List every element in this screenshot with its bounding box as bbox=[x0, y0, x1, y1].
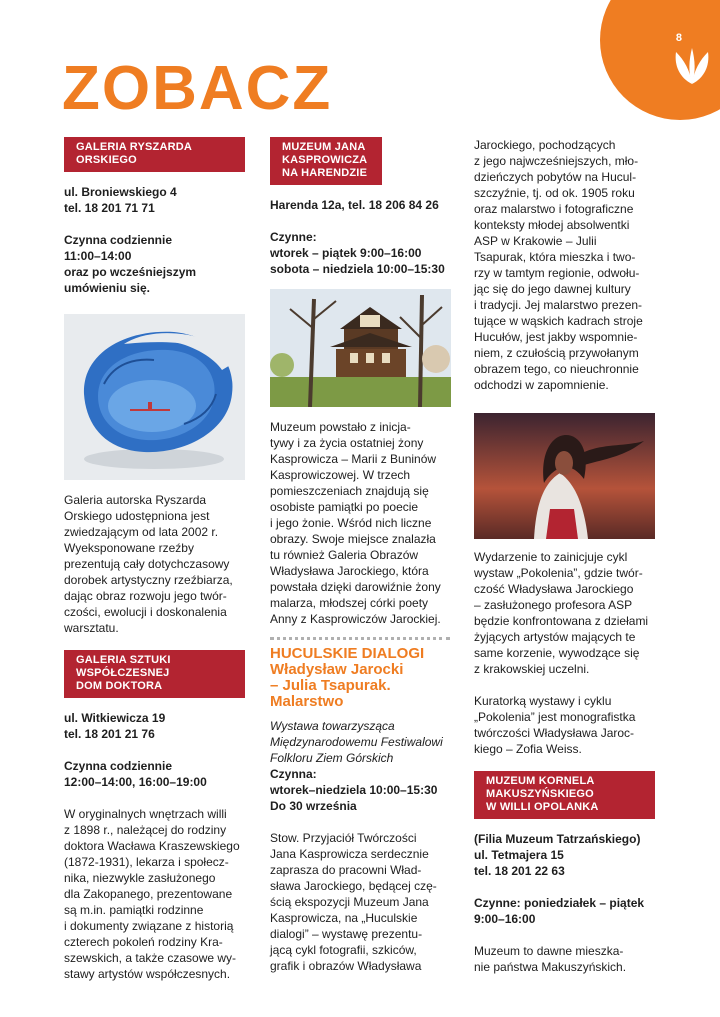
gallery-dom-doktora-header: GALERIA SZTUKI WSPÓŁCZESNEJ DOM DOKTORA bbox=[64, 650, 245, 698]
museum-kasprowicza-address: Harenda 12a, tel. 18 206 84 26 bbox=[270, 198, 439, 212]
dotted-divider bbox=[270, 637, 450, 640]
museum-kasprowicza-description: Muzeum powstało z inicja- tywy i za życia ostatniej żony Kasprowicza – Marii z Buninów Kasprowiczowej. W trzech pomieszczeniach znajdują się osobiste pamiątki po poecie i jego żonie. Wśród nich liczne obrazy. Swoje miejsce znalazła tu również Galeria Obrazów Władysława Jarockiego, która powstała dzięki darowiźnie żony malarza, młodszej córki poety Anny z Kasprowiczów Jarockiej. bbox=[270, 420, 441, 626]
gallery-dom-doktora-description: W oryginalnych wnętrzach willi z 1898 r., należącej do rodziny doktora Wacława Kraszewskiego (1872-1931), lekarza i społecz- nika, niezwykle zasłużonego dla Zakopanego, prezentowane są m.in. pamiątki rodzinne i dokumenty związane z historią czterech pokoleń rodziny Kra- szewskich, a także czasowe wy- stawy artystów współczesnych. bbox=[64, 807, 240, 981]
portrait-image bbox=[474, 413, 655, 539]
gallery-dom-doktora-hours: Czynna codziennie 12:00–14:00, 16:00–19:00 bbox=[64, 759, 207, 789]
column-2 bbox=[270, 137, 456, 974]
museum-makuszynskiego-hours: Czynne: poniedziałek – piątek 9:00–16:00 bbox=[474, 896, 645, 926]
exhibition-series-text: Wydarzenie to zainicjuje cykl wystaw „Pokolenia”, gdzie twór- czość Władysława Jarockiego – zasłużonego profesora ASP będzie konfrontowana z dziełami żyjących artystów mających te same korzenie, wywodzące się z krakowskiej uczelni. bbox=[474, 550, 649, 676]
gallery-orskiego-description: Galeria autorska Ryszarda Orskiego udostępniona jest zwiedzającym od lata 2002 r. Wyeksponowane rzeźby prezentują cały dotychczasowy dorobek artystyczny rzeźbiarza, dając obraz rozwoju jego twór- czości, ewolucji i doskonalenia warsztatu. bbox=[64, 493, 233, 635]
column-3 bbox=[474, 137, 660, 975]
museum-kasprowicza-header: MUZEUM JANA KASPROWICZA NA HARENDZIE bbox=[270, 137, 382, 185]
gallery-orskiego-header: GALERIA RYSZARDA ORSKIEGO bbox=[64, 137, 245, 172]
exhibition-curator-text: Kuratorką wystawy i cyklu „Pokolenia” jest monografistka twórczości Władysława Jaroc- kiego – Zofia Weiss. bbox=[474, 694, 636, 756]
museum-kasprowicza-hours: Czynne: wtorek – piątek 9:00–16:00 sobota – niedziela 10:00–15:30 bbox=[270, 230, 445, 276]
sculpture-image bbox=[64, 314, 245, 480]
gallery-orskiego-hours: Czynna codziennie 11:00–14:00 oraz po wcześniejszym umówieniu się. bbox=[64, 233, 197, 295]
exhibition-hours: Czynna: wtorek–niedziela 10:00–15:30 Do 30 września bbox=[270, 767, 438, 813]
museum-makuszynskiego-header: MUZEUM KORNELA MAKUSZYŃSKIEGO W WILLI OPOLANKA bbox=[474, 771, 655, 819]
villa-image bbox=[270, 289, 451, 407]
exhibition-description-continued: Jarockiego, pochodzących z jego najwcześniejszych, mło- dzieńczych pobytów na Hucul- szczyźnie, tj. od ok. 1905 roku oraz malarstwo i fotograficzne konteksty młodej absolwentki ASP w Krakowie – Julii Tsapurak, która mieszka i two- rzy w tamtym regionie, odwołu- jąc się do jego dawnej kultury i tradycji. Jej malarstwo prezen- tujące w wąskich kadrach stroje Hucułów, jest jakby wspomnie- niem, z czułością przywołanym obrazem tego, co nieuchronnie odchodzi w zapomnienie. bbox=[474, 138, 643, 392]
exhibition-description: Stow. Przyjaciół Twórczości Jana Kasprowicza serdecznie zaprasza do pracowni Wład- sława Jarockiego, będącej czę- ścią ekspozycji Muzeum Jana Kasprowicza, na „Huculskie dialogi” – wystawę prezentu- jącą cykl fotografii, szkiców, grafik i obrazów Władysława bbox=[270, 831, 437, 973]
exhibition-title: HUCULSKIE DIALOGI Władysław Jarocki – Julia Tsapurak. Malarstwo bbox=[270, 645, 425, 710]
page-number: 8 bbox=[675, 32, 682, 44]
gallery-dom-doktora-address: ul. Witkiewicza 19 tel. 18 201 21 76 bbox=[64, 711, 166, 741]
column-1 bbox=[64, 137, 250, 982]
museum-makuszynskiego-address: (Filia Muzeum Tatrzańskiego) ul. Tetmajera 15 tel. 18 201 22 63 bbox=[474, 832, 641, 878]
gallery-orskiego-address: ul. Broniewskiego 4 tel. 18 201 71 71 bbox=[64, 185, 177, 215]
page-title: ZOBACZ bbox=[62, 54, 333, 123]
exhibition-subtitle: Wystawa towarzysząca Międzynarodowemu Festiwalowi Folkloru Ziem Górskich bbox=[270, 719, 443, 765]
museum-makuszynskiego-description: Muzeum to dawne mieszka- nie państwa Makuszyńskich. bbox=[474, 944, 627, 974]
leaf-logo-icon bbox=[670, 44, 714, 88]
